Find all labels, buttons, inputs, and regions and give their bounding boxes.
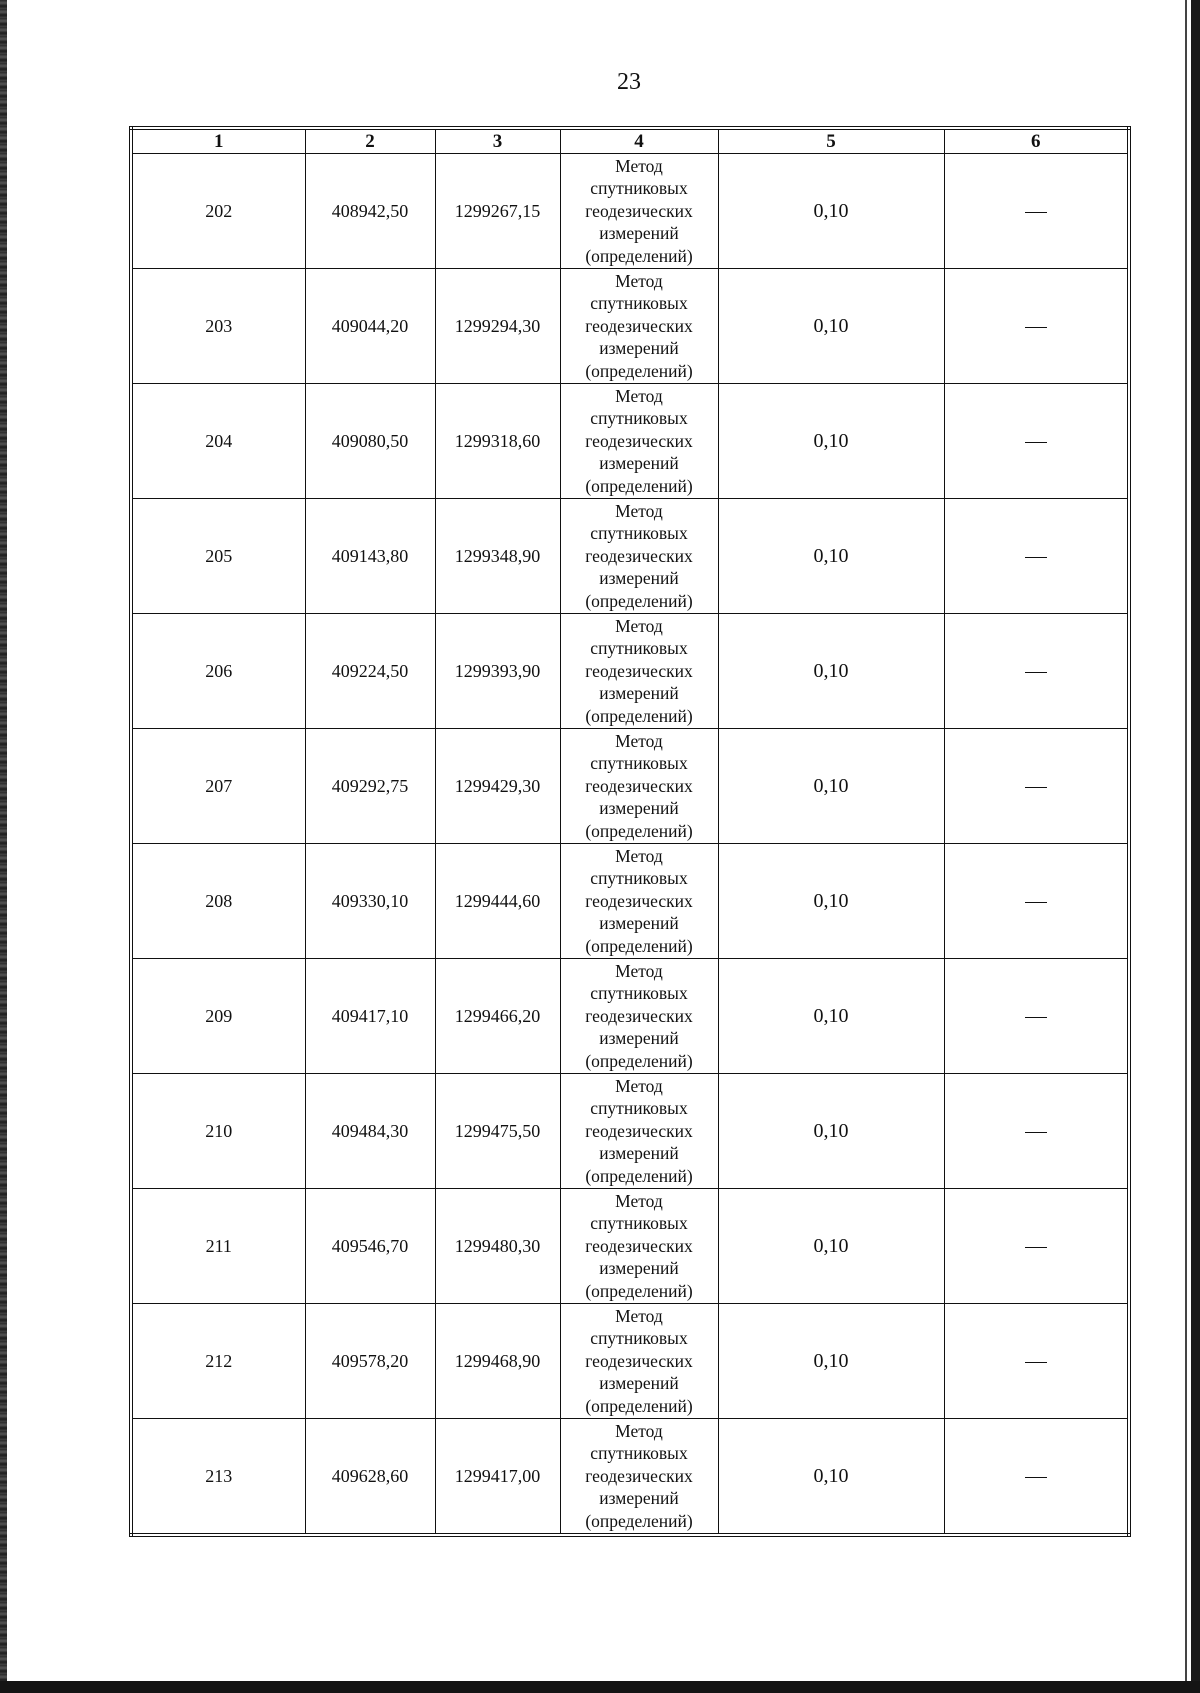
x-coordinate-cell: 408942,50: [305, 154, 435, 269]
method-line: Метод: [615, 615, 663, 636]
method-line: (определений): [585, 1165, 693, 1186]
accuracy-cell: 0,10: [718, 1189, 944, 1304]
method-line: (определений): [585, 935, 693, 956]
x-coordinate-cell: 409417,10: [305, 959, 435, 1074]
method-line: (определений): [585, 1280, 693, 1301]
col6-cell: [944, 1189, 1129, 1304]
dash-mark: [1025, 327, 1047, 329]
dash-mark: [1025, 212, 1047, 214]
y-coordinate-cell: 1299294,30: [435, 269, 560, 384]
y-coordinate-cell: 1299429,30: [435, 729, 560, 844]
dash-mark: [1025, 1017, 1047, 1019]
method-line: геодезических: [585, 660, 693, 681]
method-line: (определений): [585, 820, 693, 841]
point-number-cell: 206: [131, 614, 305, 729]
method-cell: [560, 1419, 718, 1536]
method-cell: [560, 1074, 718, 1189]
method-line: измерений: [599, 798, 679, 819]
table-row: [131, 614, 1129, 729]
accuracy-cell: 0,10: [718, 1074, 944, 1189]
col6-cell: [944, 1304, 1129, 1419]
method-cell: [560, 154, 718, 269]
dash-mark: [1025, 1362, 1047, 1364]
method-line: измерений: [599, 1488, 679, 1509]
accuracy-cell: 0,10: [718, 269, 944, 384]
method-cell: [560, 269, 718, 384]
method-line: измерений: [599, 1028, 679, 1049]
dash-mark: [1025, 1132, 1047, 1134]
accuracy-cell: 0,10: [718, 384, 944, 499]
table-row: [131, 499, 1129, 614]
method-line: измерений: [599, 338, 679, 359]
method-line: измерений: [599, 1373, 679, 1394]
method-line: Метод: [615, 1075, 663, 1096]
method-cell: [560, 1189, 718, 1304]
method-line: геодезических: [585, 430, 693, 451]
y-coordinate-cell: 1299267,15: [435, 154, 560, 269]
accuracy-cell: 0,10: [718, 729, 944, 844]
method-line: спутниковых: [590, 1328, 688, 1349]
y-coordinate-cell: 1299468,90: [435, 1304, 560, 1419]
x-coordinate-cell: 409578,20: [305, 1304, 435, 1419]
page-number: 23: [617, 69, 641, 95]
y-coordinate-cell: 1299318,60: [435, 384, 560, 499]
method-line: измерений: [599, 223, 679, 244]
col6-cell: [944, 729, 1129, 844]
method-line: Метод: [615, 1420, 663, 1441]
method-line: спутниковых: [590, 753, 688, 774]
method-line: геодезических: [585, 1120, 693, 1141]
method-line: геодезических: [585, 1005, 693, 1026]
y-coordinate-cell: 1299417,00: [435, 1419, 560, 1536]
method-line: геодезических: [585, 315, 693, 336]
method-line: спутниковых: [590, 638, 688, 659]
point-number-cell: 203: [131, 269, 305, 384]
accuracy-cell: 0,10: [718, 154, 944, 269]
y-coordinate-cell: 1299348,90: [435, 499, 560, 614]
header-col-6: 6: [944, 128, 1129, 154]
accuracy-cell: 0,10: [718, 1304, 944, 1419]
table-row: [131, 844, 1129, 959]
y-coordinate-cell: 1299466,20: [435, 959, 560, 1074]
method-line: Метод: [615, 500, 663, 521]
point-number-cell: 205: [131, 499, 305, 614]
method-line: Метод: [615, 155, 663, 176]
method-line: геодезических: [585, 890, 693, 911]
method-line: измерений: [599, 1258, 679, 1279]
point-number-cell: 212: [131, 1304, 305, 1419]
col6-cell: [944, 844, 1129, 959]
header-col-3: 3: [435, 128, 560, 154]
col6-cell: [944, 499, 1129, 614]
method-line: спутниковых: [590, 408, 688, 429]
method-line: Метод: [615, 1305, 663, 1326]
header-row: [131, 128, 1129, 154]
header-col-2: 2: [305, 128, 435, 154]
method-line: геодезических: [585, 1350, 693, 1371]
method-line: спутниковых: [590, 1443, 688, 1464]
method-line: спутниковых: [590, 1213, 688, 1234]
y-coordinate-cell: 1299475,50: [435, 1074, 560, 1189]
dash-mark: [1025, 672, 1047, 674]
dash-mark: [1025, 787, 1047, 789]
table-row: [131, 1189, 1129, 1304]
point-number-cell: 207: [131, 729, 305, 844]
scan-edge-right: [1191, 0, 1200, 1693]
point-number-cell: 204: [131, 384, 305, 499]
method-line: геодезических: [585, 545, 693, 566]
x-coordinate-cell: 409628,60: [305, 1419, 435, 1536]
method-line: Метод: [615, 845, 663, 866]
method-line: измерений: [599, 683, 679, 704]
method-line: (определений): [585, 1395, 693, 1416]
method-line: спутниковых: [590, 868, 688, 889]
col6-cell: [944, 1419, 1129, 1536]
table-row: [131, 1419, 1129, 1536]
dash-mark: [1025, 442, 1047, 444]
point-number-cell: 210: [131, 1074, 305, 1189]
col6-cell: [944, 614, 1129, 729]
x-coordinate-cell: 409044,20: [305, 269, 435, 384]
table-row: [131, 1304, 1129, 1419]
method-line: (определений): [585, 1510, 693, 1531]
method-cell: [560, 499, 718, 614]
col6-cell: [944, 154, 1129, 269]
dash-mark: [1025, 1247, 1047, 1249]
method-line: (определений): [585, 705, 693, 726]
dash-mark: [1025, 557, 1047, 559]
accuracy-cell: 0,10: [718, 844, 944, 959]
header-col-1: 1: [131, 128, 305, 154]
method-line: Метод: [615, 730, 663, 751]
accuracy-cell: 0,10: [718, 1419, 944, 1536]
method-line: геодезических: [585, 1465, 693, 1486]
method-line: измерений: [599, 568, 679, 589]
col6-cell: [944, 269, 1129, 384]
method-line: спутниковых: [590, 178, 688, 199]
scan-edge-bottom: [0, 1681, 1200, 1693]
method-line: (определений): [585, 360, 693, 381]
method-line: спутниковых: [590, 983, 688, 1004]
dash-mark: [1025, 902, 1047, 904]
method-line: геодезических: [585, 200, 693, 221]
table-row: [131, 154, 1129, 269]
y-coordinate-cell: 1299393,90: [435, 614, 560, 729]
y-coordinate-cell: 1299444,60: [435, 844, 560, 959]
header-col-5: 5: [718, 128, 944, 154]
point-number-cell: 208: [131, 844, 305, 959]
method-cell: [560, 614, 718, 729]
coordinates-table: [129, 126, 1131, 1537]
x-coordinate-cell: 409546,70: [305, 1189, 435, 1304]
x-coordinate-cell: 409292,75: [305, 729, 435, 844]
method-line: (определений): [585, 590, 693, 611]
accuracy-cell: 0,10: [718, 959, 944, 1074]
table-body: [131, 154, 1129, 1536]
method-cell: [560, 384, 718, 499]
col6-cell: [944, 1074, 1129, 1189]
method-line: геодезических: [585, 1235, 693, 1256]
scan-edge-right-gap: [1187, 0, 1191, 1693]
table-row: [131, 959, 1129, 1074]
point-number-cell: 211: [131, 1189, 305, 1304]
method-line: (определений): [585, 245, 693, 266]
table-row: [131, 1074, 1129, 1189]
method-line: геодезических: [585, 775, 693, 796]
method-line: (определений): [585, 1050, 693, 1071]
table-row: [131, 269, 1129, 384]
point-number-cell: 202: [131, 154, 305, 269]
col6-cell: [944, 959, 1129, 1074]
x-coordinate-cell: 409224,50: [305, 614, 435, 729]
point-number-cell: 209: [131, 959, 305, 1074]
method-line: (определений): [585, 475, 693, 496]
table-row: [131, 729, 1129, 844]
x-coordinate-cell: 409330,10: [305, 844, 435, 959]
accuracy-cell: 0,10: [718, 614, 944, 729]
scan-edge-left: [0, 0, 7, 1693]
x-coordinate-cell: 409143,80: [305, 499, 435, 614]
method-line: Метод: [615, 1190, 663, 1211]
method-cell: [560, 1304, 718, 1419]
x-coordinate-cell: 409484,30: [305, 1074, 435, 1189]
y-coordinate-cell: 1299480,30: [435, 1189, 560, 1304]
scan-edge-right-inner: [1185, 0, 1187, 1693]
method-line: Метод: [615, 270, 663, 291]
dash-mark: [1025, 1477, 1047, 1479]
table-row: [131, 384, 1129, 499]
accuracy-cell: 0,10: [718, 499, 944, 614]
method-line: спутниковых: [590, 293, 688, 314]
method-cell: [560, 959, 718, 1074]
method-line: спутниковых: [590, 523, 688, 544]
method-line: измерений: [599, 913, 679, 934]
method-line: измерений: [599, 1143, 679, 1164]
method-line: спутниковых: [590, 1098, 688, 1119]
point-number-cell: 213: [131, 1419, 305, 1536]
method-cell: [560, 729, 718, 844]
col6-cell: [944, 384, 1129, 499]
method-line: измерений: [599, 453, 679, 474]
header-col-4: 4: [560, 128, 718, 154]
x-coordinate-cell: 409080,50: [305, 384, 435, 499]
method-cell: [560, 844, 718, 959]
method-line: Метод: [615, 960, 663, 981]
method-line: Метод: [615, 385, 663, 406]
